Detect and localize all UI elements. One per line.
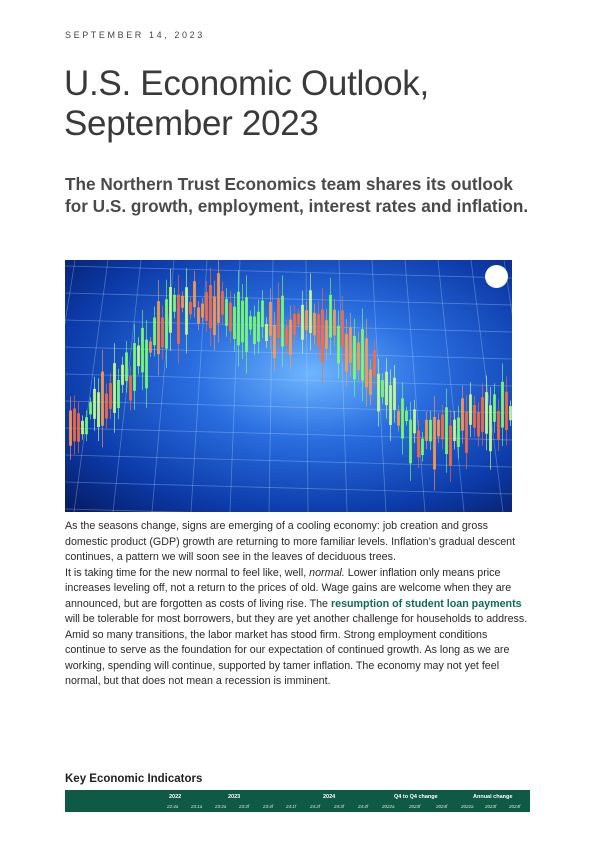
student-loan-link[interactable]: resumption of student loan payments bbox=[330, 597, 522, 610]
section-title: Key Economic Indicators bbox=[65, 773, 203, 785]
column-header: 24:1f bbox=[286, 804, 297, 809]
column-header: 23:3f bbox=[239, 804, 250, 809]
column-header: 2024f bbox=[436, 804, 448, 809]
publish-date: SEPTEMBER 14, 2023 bbox=[65, 30, 205, 40]
group-header-annual-change: Annual change bbox=[473, 794, 513, 800]
group-header-2024: 2024 bbox=[323, 794, 336, 800]
column-header: 23:1a bbox=[191, 804, 203, 809]
stock-chart-illustration bbox=[65, 260, 512, 512]
paragraph-labor-market: Amid so many transitions, the labor market has stood firm. Strong employment conditions continue to serve as the foundation for our expectation of continued growth. As long as we are working, spending will continue, supported by tamer inflation. The economy may not yet feel normal, but that does not mean a recession is imminent. bbox=[65, 628, 510, 687]
hero-badge-icon[interactable] bbox=[485, 265, 508, 288]
indicators-table-header bbox=[65, 790, 530, 812]
emphasis-text: normal. bbox=[309, 566, 345, 579]
column-header: 23:2a bbox=[215, 804, 227, 809]
article-body bbox=[65, 519, 530, 690]
column-header: 2024f bbox=[509, 804, 521, 809]
paragraph-new-normal bbox=[65, 566, 530, 628]
column-header: 24:4f bbox=[358, 804, 369, 809]
group-header-q4-change: Q4 to Q4 change bbox=[394, 794, 438, 800]
column-header: 23:4f bbox=[263, 804, 274, 809]
paragraph-text: will be tolerable for most borrowers, but they are yet another challenge for households to address. bbox=[65, 613, 528, 625]
column-header: 2023f bbox=[485, 804, 497, 809]
column-header: 22:4a bbox=[167, 804, 179, 809]
paragraph-text: It is taking time for the new normal to feel like, well, bbox=[65, 566, 310, 579]
group-header-2022: 2022 bbox=[169, 794, 182, 800]
article-subtitle: The Northern Trust Economics team shares its outlook for U.S. growth, employment, interest rates and inflation. bbox=[65, 174, 529, 216]
paragraph-text: Lower inflation only means price increases leveling off, not a return to the prices of old. Wage gains are welcome when they are announced, but are forgotten as costs of living rise. The bbox=[65, 566, 512, 610]
column-header: 24:2f bbox=[310, 804, 321, 809]
page-title: U.S. Economic Outlook, September 2023 bbox=[64, 64, 429, 143]
column-header: 24:3f bbox=[334, 804, 345, 809]
group-header-2023: 2023 bbox=[228, 794, 241, 800]
paragraph-intro: As the seasons change, signs are emerging of a cooling economy: job creation and gross domestic product (GDP) growth are returning to more familiar levels. Inflation’s gradual descent continues, a pattern we will soon see in the leaves of deciduous trees. bbox=[65, 520, 516, 563]
column-header: 2022a bbox=[382, 804, 395, 809]
column-header: 2022a bbox=[461, 804, 474, 809]
hero-image bbox=[65, 260, 512, 512]
column-header: 2023f bbox=[409, 804, 421, 809]
